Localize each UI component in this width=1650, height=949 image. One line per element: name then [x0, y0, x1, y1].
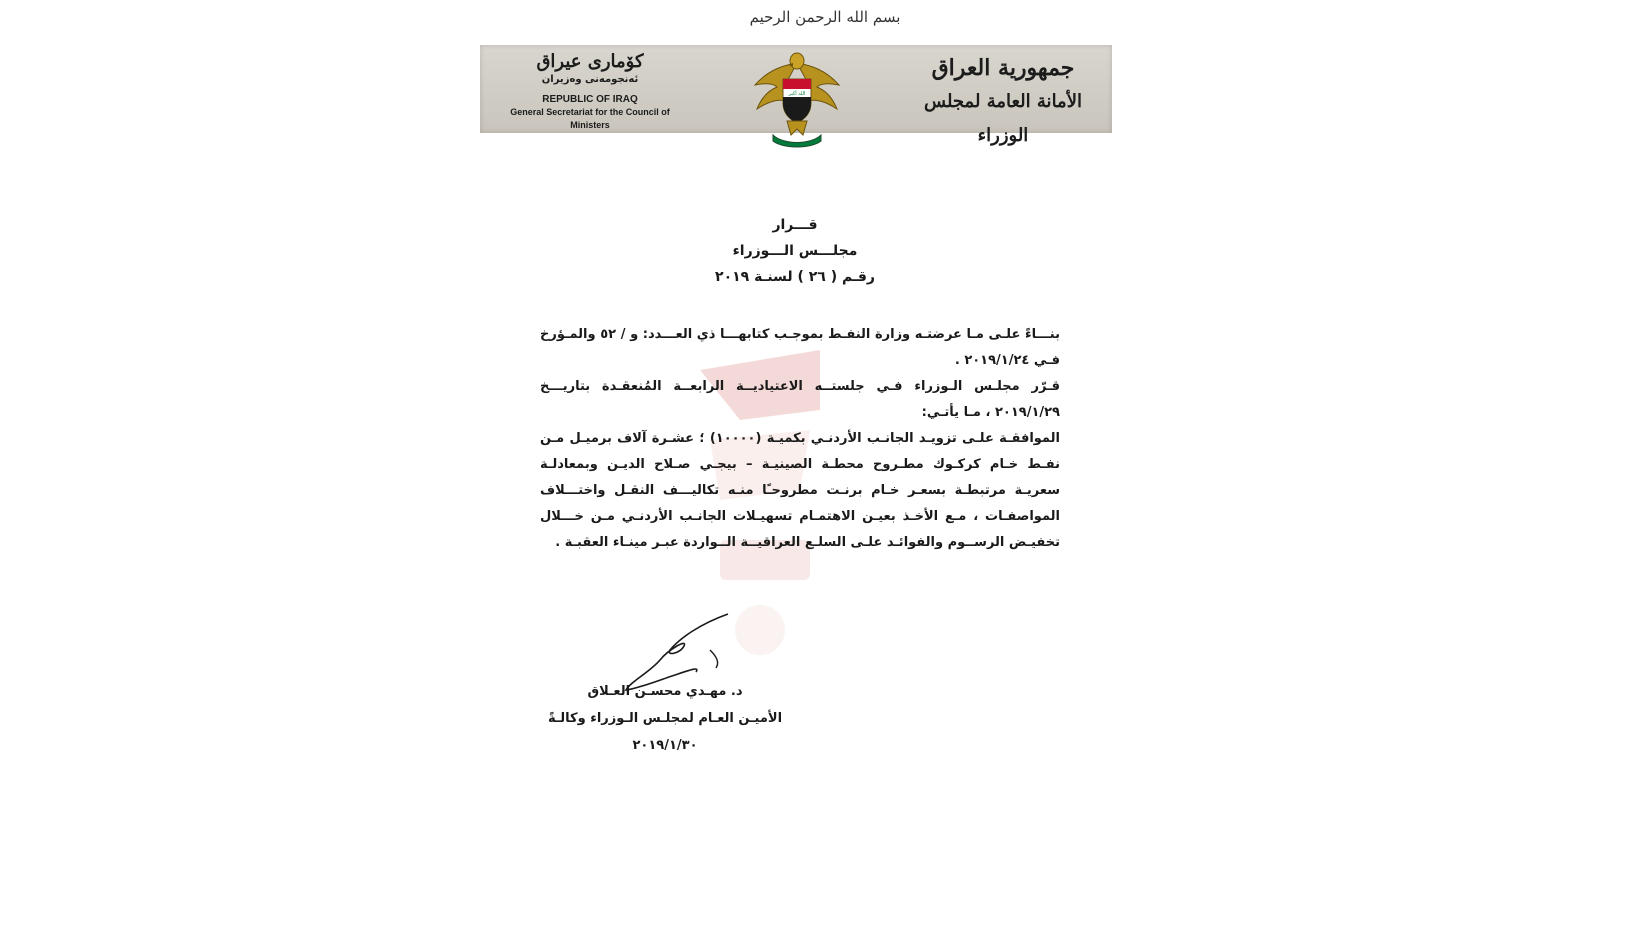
council-name: مجلـــس الـــوزراء [732, 243, 858, 259]
arabic-country-name: جمهورية العراق [931, 55, 1075, 81]
signatory-date: ٢٠١٩/١/٣٠ [632, 738, 698, 753]
english-country-name: REPUBLIC OF IRAQ [542, 94, 638, 105]
signatory-block [530, 678, 800, 759]
kurdish-country-name: كۆماری عیراق [536, 51, 644, 72]
body-paragraph-resolution: قـرّر مجلـس الـوزراء فـي جلستــه الاعتياديــة الرابعــة المُنعقـدة بتاريـــخ ٢٠١٩/١/٢٩ ، مـا يأتـي: [540, 379, 1060, 420]
letterhead-banner [480, 45, 1112, 146]
arabic-council-name: الأمانة العامة لمجلس الوزراء [924, 91, 1082, 146]
letterhead-kurdish-english-block [490, 51, 690, 132]
signatory-name: د. مهـدي محسـن العـلاق [587, 684, 743, 699]
iraq-eagle-emblem-icon [747, 45, 847, 151]
decision-title: قـــرار [772, 217, 818, 233]
svg-text:الله أكبر: الله أكبر [788, 91, 806, 97]
signatory-title: الأميـن العـام لمجلـس الـوزراء وكالـةً [547, 711, 783, 726]
english-council-name: General Secretariat for the Council of Ministers [510, 107, 670, 130]
body-paragraph-approval: الموافقـة علـى تزويـد الجانـب الأردنـي بكميـة (١٠٠٠٠) ؛ عشـرة آلاف برميـل مـن نفـط خـام كركـوك مطـروح محطـة الصينيـة – بيجـي صـلاح الديـن وبمعادلـة سعريـة مرتبطـة بسعـر خـام برنـت مطروحـًا منـه تكاليـــف النقـل واختـــلاف المواصفـات ، مـع الأخـذ بعيـن الاهتمـام تسهيـلات الجانـب الأردنـي مـن خـــلال تخفيـض الرســوم والفوائـد علـى السلـع العراقيــة الــواردة عبـر مينـاء العقبـة . [540, 431, 1060, 550]
kurdish-council-name: ئه‌نجومه‌نی وه‌زیران [541, 74, 639, 85]
decision-number: رقـم ( ٢٦ ) لسنـة ٢٠١٩ [715, 269, 875, 285]
decision-body [540, 322, 1060, 556]
decision-header [620, 212, 970, 290]
basmala-text: بسم الله الرحمن الرحيم [749, 8, 901, 26]
letterhead-arabic-block [908, 51, 1098, 153]
body-paragraph-basis: بنـــاءً علـى مـا عرضتـه وزارة النفـط بموجـب كتابهـــا ذي العـــدد: و / ٥٢ والمـؤرخ فـي ٢٠١٩/١/٢٤ . [540, 327, 1060, 368]
